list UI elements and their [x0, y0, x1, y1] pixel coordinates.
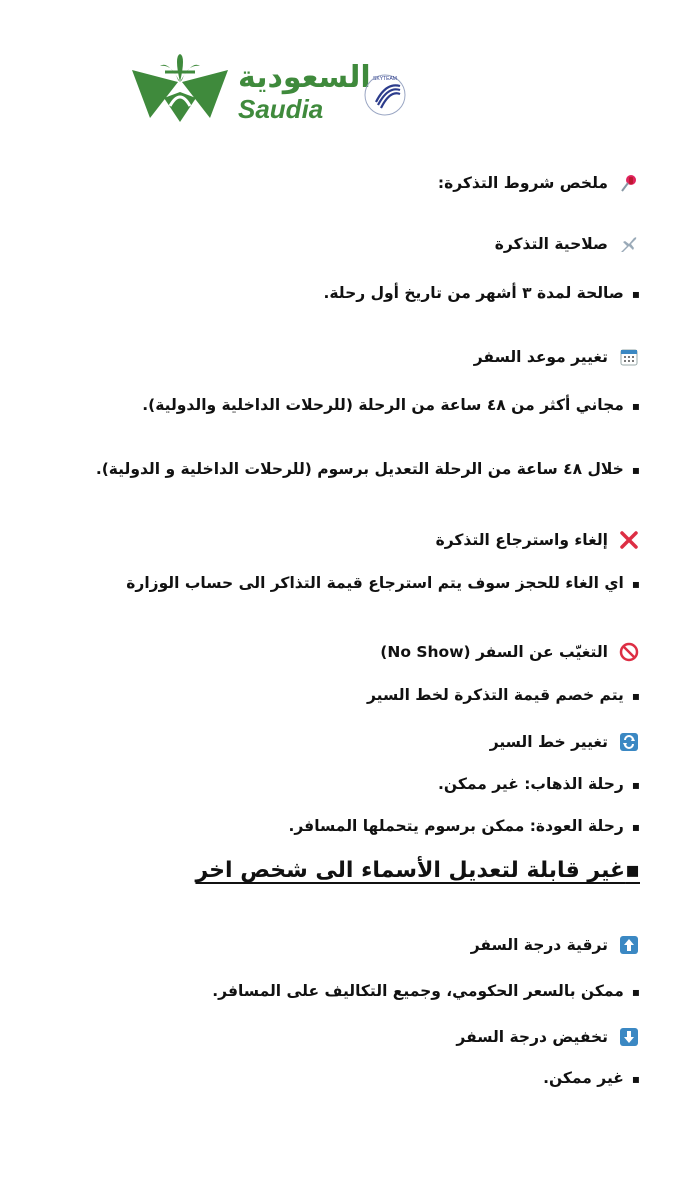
list-item: ▪اي الغاء للحجز سوف يتم استرجاع قيمة التذاكر الى حساب الوزارة — [126, 574, 640, 592]
name-change-notice: ▪غير قابلة لتعديل الأسماء الى شخص اخر — [195, 858, 640, 883]
saudia-english-wordmark: Saudia — [238, 94, 324, 124]
saudia-arabic-wordmark: السعودية — [238, 60, 371, 95]
no-show-heading-text: التغيّب عن السفر (No Show) — [380, 643, 608, 661]
pushpin-icon — [618, 172, 640, 194]
list-item: ▪رحلة الذهاب: غير ممكن. — [438, 775, 640, 793]
list-item: ▪غير ممكن. — [543, 1069, 640, 1087]
cross-mark-icon — [618, 529, 640, 551]
list-item: ▪ممكن بالسعر الحكومي، وجميع التكاليف على المسافر. — [212, 982, 640, 1000]
summary-heading-text: ملخص شروط التذكرة: — [437, 174, 608, 192]
downgrade-class-heading — [456, 1026, 640, 1048]
no-entry-icon — [618, 641, 640, 663]
no-show-heading — [380, 641, 640, 663]
down-arrow-icon — [618, 1026, 640, 1048]
saudia-logo — [130, 52, 410, 128]
change-itinerary-heading-text: تغيير خط السير — [489, 733, 608, 751]
saudia-palm-wing-icon — [130, 52, 230, 124]
list-item: ▪صالحة لمدة ٣ أشهر من تاريخ أول رحلة. — [323, 284, 640, 302]
downgrade-class-heading-text: تخفيض درجة السفر — [456, 1028, 608, 1046]
airplane-icon — [618, 233, 640, 255]
list-item: ▪رحلة العودة: ممكن برسوم يتحملها المسافر. — [288, 817, 640, 835]
list-item: ▪مجاني أكثر من ٤٨ ساعة من الرحلة (للرحلات الداخلية والدولية). — [142, 396, 640, 414]
list-item: ▪خلال ٤٨ ساعة من الرحلة التعديل برسوم (للرحلات الداخلية و الدولية). — [95, 460, 640, 478]
summary-heading — [438, 172, 640, 194]
ticket-validity-heading — [495, 233, 640, 255]
cancel-refund-heading-text: إلغاء واسترجاع التذكرة — [435, 531, 608, 549]
skyteam-logo-icon — [362, 72, 408, 118]
change-itinerary-heading — [490, 731, 640, 753]
calendar-icon — [618, 346, 640, 368]
list-item: ▪يتم خصم قيمة التذكرة لخط السير — [367, 686, 640, 704]
change-travel-date-heading — [474, 346, 640, 368]
upgrade-class-heading-text: ترقية درجة السفر — [470, 936, 608, 954]
ticket-validity-heading-text: صلاحية التذكرة — [494, 235, 608, 253]
upgrade-class-heading — [471, 934, 640, 956]
cancel-refund-heading — [436, 529, 640, 551]
change-travel-date-heading-text: تغيير موعد السفر — [473, 348, 608, 366]
svg-text:SKYTEAM: SKYTEAM — [373, 76, 397, 82]
repeat-arrows-icon — [618, 731, 640, 753]
up-arrow-icon — [618, 934, 640, 956]
